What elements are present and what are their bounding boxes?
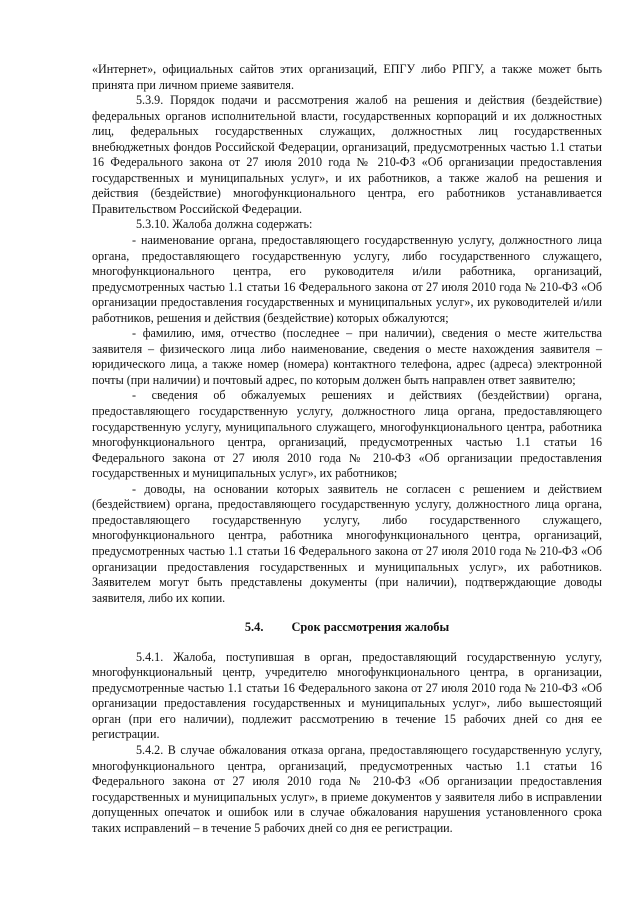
section-number: 5.4. (244, 620, 264, 635)
paragraph-5-3-10: 5.3.10. Жалоба должна содержать: (136, 217, 313, 232)
list-item-applicant-details: - фамилию, имя, отчество (последнее – при наличии), сведения о месте жительства заявителя – физического лица либо наименование, сведения о месте нахождения заявителя – юридического лица, а также номер (номера) контактного телефона, адрес (адреса) электронной почты (при наличии) и почтовый адрес, по которым должен быть направлен ответ заявителю; (92, 326, 602, 387)
section-title: Срок рассмотрения жалобы (291, 620, 450, 635)
list-item-organ-name: - наименование органа, предоставляющего государственную услугу, должностного лица органа, предоставляющего государственную услугу, либо государственного служащего, многофункционального центра, его руководителя и/или работника, организаций, предусмотренных частью 1.1 статьи 16 Федерального закона от 27 июля 2010 года № 210-ФЗ «Об организации предоставления государственных и муниципальных услуг», их руководителей и/или работников, решения и действия (бездействие) которых обжалуются; (92, 233, 602, 325)
section-heading (92, 620, 602, 636)
paragraph-5-3-9: 5.3.9. Порядок подачи и рассмотрения жалоб на решения и действия (бездействие) федеральных органов исполнительной власти, государственных корпораций и их должностных лиц, федеральных государственных служащих, должностных лиц государственных внебюджетных фондов Российской Федерации, организаций, предусмотренных частью 1.1 статьи 16 Федерального закона от 27 июля 2010 года № 210-ФЗ «Об организации предоставления государственных и муниципальных услуг», и их работников, а также жалоб на решения и действия (бездействие) многофункционального центра, его работников устанавливается Правительством Российской Федерации. (92, 93, 602, 216)
paragraph-5-4-2: 5.4.2. В случае обжалования отказа органа, предоставляющего государственную услугу, многофункционального центра, организаций, предусмотренных частью 1.1 статьи 16 Федерального закона от 27 июля 2010 года № 210-ФЗ «Об организации предоставления государственных и муниципальных услуг», в приеме документов у заявителя либо в исправлении допущенных опечаток и ошибок или в случае обжалования нарушения установленного срока таких исправлений – в течение 5 рабочих дней со дня ее регистрации. (92, 742, 602, 835)
list-item-appealed-decisions: - сведения об обжалуемых решениях и действиях (бездействии) органа, предоставляющего государственную услугу, должностного лица органа, предоставляющего государственную услугу, муниципального служащего, многофункционального центра, работника многофункционального центра, организаций, предусмотренных частью 1.1 статьи 16 Федерального закона от 27 июля 2010 года № 210-ФЗ «Об организации предоставления государственных и муниципальных услуг», их работников; (92, 388, 602, 481)
list-item-arguments: - доводы, на основании которых заявитель не согласен с решением и действием (бездействием) органа, предоставляющего государственную услугу, должностного лица органа, предоставляющего государственную услугу, либо государственного служащего, многофункционального центра, работника многофункционального центра, организаций, предусмотренных частью 1.1 статьи 16 Федерального закона от 27 июля 2010 года № 210-ФЗ «Об организации предоставления государственных и муниципальных услуг», их работников. Заявителем могут быть представлены документы (при наличии), подтверждающие доводы заявителя, либо их копии. (92, 481, 602, 605)
paragraph-5-4-1: 5.4.1. Жалоба, поступившая в орган, предоставляющий государственную услугу, многофункциональный центр, учредителю многофункционального центра, в организации, предусмотренные частью 1.1 статьи 16 Федерального закона от 27 июля 2010 года № 210-ФЗ «Об организации предоставления государственных и муниципальных услуг», либо вышестоящий орган (при его наличии), подлежит рассмотрению в течение 15 рабочих дней со дня ее регистрации. (92, 649, 602, 742)
paragraph-continuation: «Интернет», официальных сайтов этих организаций, ЕПГУ либо РПГУ, а также может быть принята при личном приеме заявителя. (92, 62, 602, 92)
